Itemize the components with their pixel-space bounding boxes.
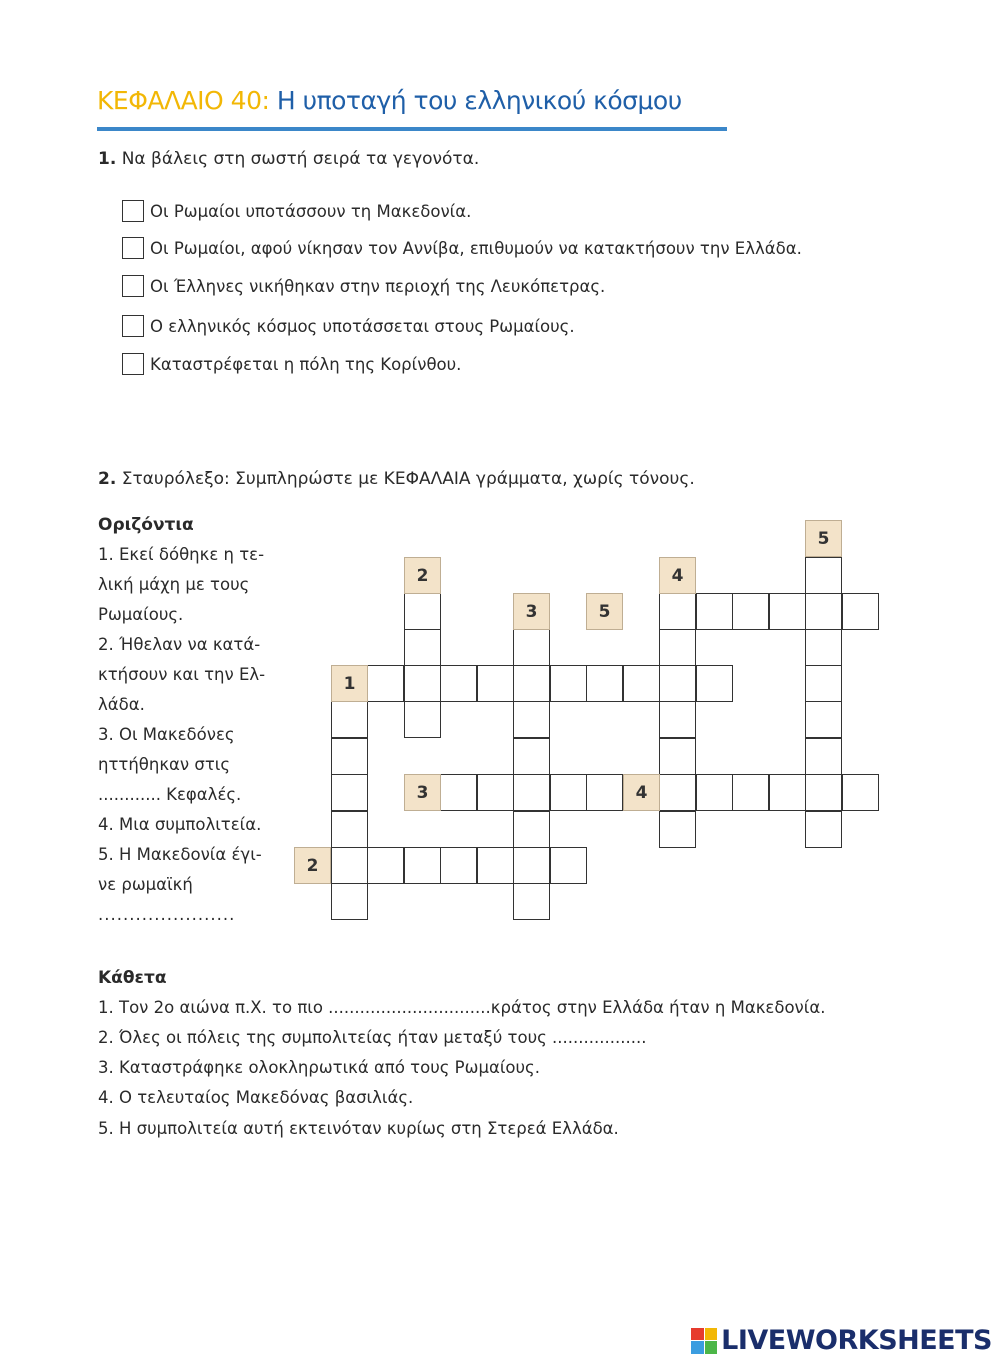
- question-1-number: 1.: [98, 149, 117, 169]
- crossword-cell[interactable]: [513, 629, 550, 666]
- crossword-cell[interactable]: [623, 665, 660, 702]
- question-1: [98, 149, 479, 169]
- question-1-prompt: Να βάλεις στη σωστή σειρά τα γεγονότα.: [121, 149, 480, 169]
- clue-line: λική μάχη με τους: [98, 575, 250, 594]
- clue-line: 3. Οι Μακεδόνες: [98, 725, 235, 744]
- clue-line: κτήσουν και την Ελ-: [98, 665, 266, 684]
- question-2: [98, 469, 695, 489]
- order-input-box[interactable]: [122, 275, 144, 297]
- crossword-cell[interactable]: [477, 774, 514, 811]
- crossword-cell[interactable]: [842, 774, 879, 811]
- crossword-cell[interactable]: [477, 847, 514, 884]
- crossword-cell[interactable]: [513, 738, 550, 775]
- crossword-cell[interactable]: [404, 665, 441, 702]
- crossword-cell[interactable]: [367, 847, 404, 884]
- crossword-cell[interactable]: [732, 593, 769, 630]
- crossword-cell[interactable]: [586, 774, 623, 811]
- vertical-clue: 2. Όλες οι πόλεις της συμπολιτείας ήταν μεταξύ τους ..................: [98, 1028, 647, 1047]
- crossword-cell[interactable]: [440, 774, 477, 811]
- vertical-clue: 1. Τον 2ο αιώνα π.Χ. το πιο ...............................κράτος στην Ελλάδα ήταν η Μακεδονία.: [98, 998, 826, 1017]
- crossword-cell[interactable]: [404, 847, 441, 884]
- vertical-clue: 3. Καταστράφηκε ολοκληρωτικά από τους Ρωμαίους.: [98, 1058, 540, 1077]
- worksheet-title: [97, 86, 682, 115]
- crossword-cell[interactable]: [732, 774, 769, 811]
- crossword-number: 1: [331, 665, 368, 702]
- order-input-box[interactable]: [122, 315, 144, 337]
- order-item-text: Καταστρέφεται η πόλη της Κορίνθου.: [150, 354, 462, 374]
- crossword-cell[interactable]: [440, 665, 477, 702]
- crossword-cell[interactable]: [331, 847, 368, 884]
- brand-blocks-icon: [691, 1328, 717, 1354]
- title-colon: :: [261, 86, 270, 115]
- crossword-cell[interactable]: [550, 665, 587, 702]
- crossword-cell[interactable]: [586, 665, 623, 702]
- crossword-cell[interactable]: [513, 847, 550, 884]
- crossword-cell[interactable]: [805, 557, 842, 594]
- crossword-cell[interactable]: [659, 629, 696, 666]
- crossword-cell[interactable]: [659, 738, 696, 775]
- crossword-cell[interactable]: [331, 701, 368, 738]
- crossword-number: 5: [805, 520, 842, 557]
- order-item-text: Ο ελληνικός κόσμος υποτάσσεται στους Ρωμαίους.: [150, 316, 575, 336]
- crossword-cell[interactable]: [696, 665, 733, 702]
- clue-line: 5. Η Μακεδονία έγι-: [98, 845, 262, 864]
- crossword-cell[interactable]: [513, 811, 550, 848]
- crossword-cell[interactable]: [440, 847, 477, 884]
- clue-line: ............ Κεφαλές.: [98, 785, 242, 804]
- clue-line: νε ρωμαϊκή: [98, 875, 193, 894]
- order-input-box[interactable]: [122, 200, 144, 222]
- crossword-number: 2: [294, 847, 331, 884]
- crossword-number: 4: [659, 557, 696, 594]
- liveworksheets-logo: [691, 1325, 992, 1356]
- brand-name: LIVEWORKSHEETS: [721, 1325, 992, 1356]
- order-item: [122, 351, 461, 377]
- horizontal-heading: Οριζόντια: [98, 515, 194, 535]
- crossword-cell[interactable]: [805, 811, 842, 848]
- crossword-number: 5: [586, 593, 623, 630]
- crossword-number: 3: [404, 774, 441, 811]
- crossword-cell[interactable]: [367, 665, 404, 702]
- crossword-cell[interactable]: [842, 593, 879, 630]
- crossword-cell[interactable]: [513, 665, 550, 702]
- crossword-cell[interactable]: [550, 774, 587, 811]
- clue-line: λάδα.: [98, 695, 145, 714]
- crossword-cell[interactable]: [331, 811, 368, 848]
- crossword-cell[interactable]: [404, 593, 441, 630]
- clue-line: 2. Ήθελαν να κατά-: [98, 635, 261, 654]
- question-2-prompt: Σταυρόλεξο: Συμπληρώστε με ΚΕΦΑΛΑΙΑ γράμματα, χωρίς τόνους.: [121, 469, 695, 489]
- crossword-cell[interactable]: [805, 701, 842, 738]
- crossword-cell[interactable]: [331, 883, 368, 920]
- crossword-cell[interactable]: [659, 665, 696, 702]
- title-underline: [97, 127, 727, 131]
- crossword-cell[interactable]: [659, 811, 696, 848]
- crossword-cell[interactable]: [331, 738, 368, 775]
- crossword-cell[interactable]: [805, 593, 842, 630]
- order-input-box[interactable]: [122, 353, 144, 375]
- order-item-text: Οι Ρωμαίοι υποτάσσουν τη Μακεδονία.: [150, 201, 472, 221]
- clue-line: ......................: [98, 905, 236, 924]
- crossword-cell[interactable]: [477, 665, 514, 702]
- vertical-heading: Κάθετα: [98, 968, 167, 988]
- order-item: [122, 198, 471, 224]
- crossword-cell[interactable]: [769, 774, 806, 811]
- crossword-cell[interactable]: [513, 883, 550, 920]
- crossword-cell[interactable]: [659, 774, 696, 811]
- crossword-cell[interactable]: [696, 774, 733, 811]
- chapter-label: ΚΕΦΑΛΑΙΟ 40: [97, 86, 262, 115]
- clue-line: ηττήθηκαν στις: [98, 755, 231, 774]
- crossword-cell[interactable]: [513, 774, 550, 811]
- clue-line: Ρωμαίους.: [98, 605, 184, 624]
- crossword-cell[interactable]: [696, 593, 733, 630]
- order-item: [122, 313, 575, 339]
- chapter-title: Η υποταγή του ελληνικού κόσμου: [276, 86, 682, 115]
- horizontal-clues: [98, 540, 265, 930]
- vertical-clue: 4. Ο τελευταίος Μακεδόνας βασιλιάς.: [98, 1088, 414, 1107]
- crossword-cell[interactable]: [404, 701, 441, 738]
- order-item-text: Οι Ρωμαίοι, αφού νίκησαν τον Αννίβα, επιθυμούν να κατακτήσουν την Ελλάδα.: [150, 238, 802, 258]
- vertical-clue: 5. Η συμπολιτεία αυτή εκτεινόταν κυρίως στη Στερεά Ελλάδα.: [98, 1119, 619, 1138]
- crossword-cell[interactable]: [805, 738, 842, 775]
- crossword-number: 2: [404, 557, 441, 594]
- crossword-cell[interactable]: [331, 774, 368, 811]
- crossword-cell[interactable]: [513, 701, 550, 738]
- crossword-number: 4: [623, 774, 660, 811]
- clue-line: 4. Μια συμπολιτεία.: [98, 815, 262, 834]
- crossword-cell[interactable]: [805, 629, 842, 666]
- crossword-cell[interactable]: [404, 629, 441, 666]
- crossword-cell[interactable]: [769, 593, 806, 630]
- order-item: [122, 235, 802, 261]
- order-item-text: Οι Έλληνες νικήθηκαν στην περιοχή της Λευκόπετρας.: [150, 276, 606, 296]
- order-input-box[interactable]: [122, 237, 144, 259]
- clue-line: 1. Εκεί δόθηκε η τε-: [98, 545, 265, 564]
- crossword-cell[interactable]: [659, 701, 696, 738]
- order-item: [122, 273, 605, 299]
- crossword-cell[interactable]: [805, 774, 842, 811]
- crossword-cell[interactable]: [805, 665, 842, 702]
- crossword-cell[interactable]: [659, 593, 696, 630]
- crossword-number: 3: [513, 593, 550, 630]
- question-2-number: 2.: [98, 469, 117, 489]
- crossword-cell[interactable]: [550, 847, 587, 884]
